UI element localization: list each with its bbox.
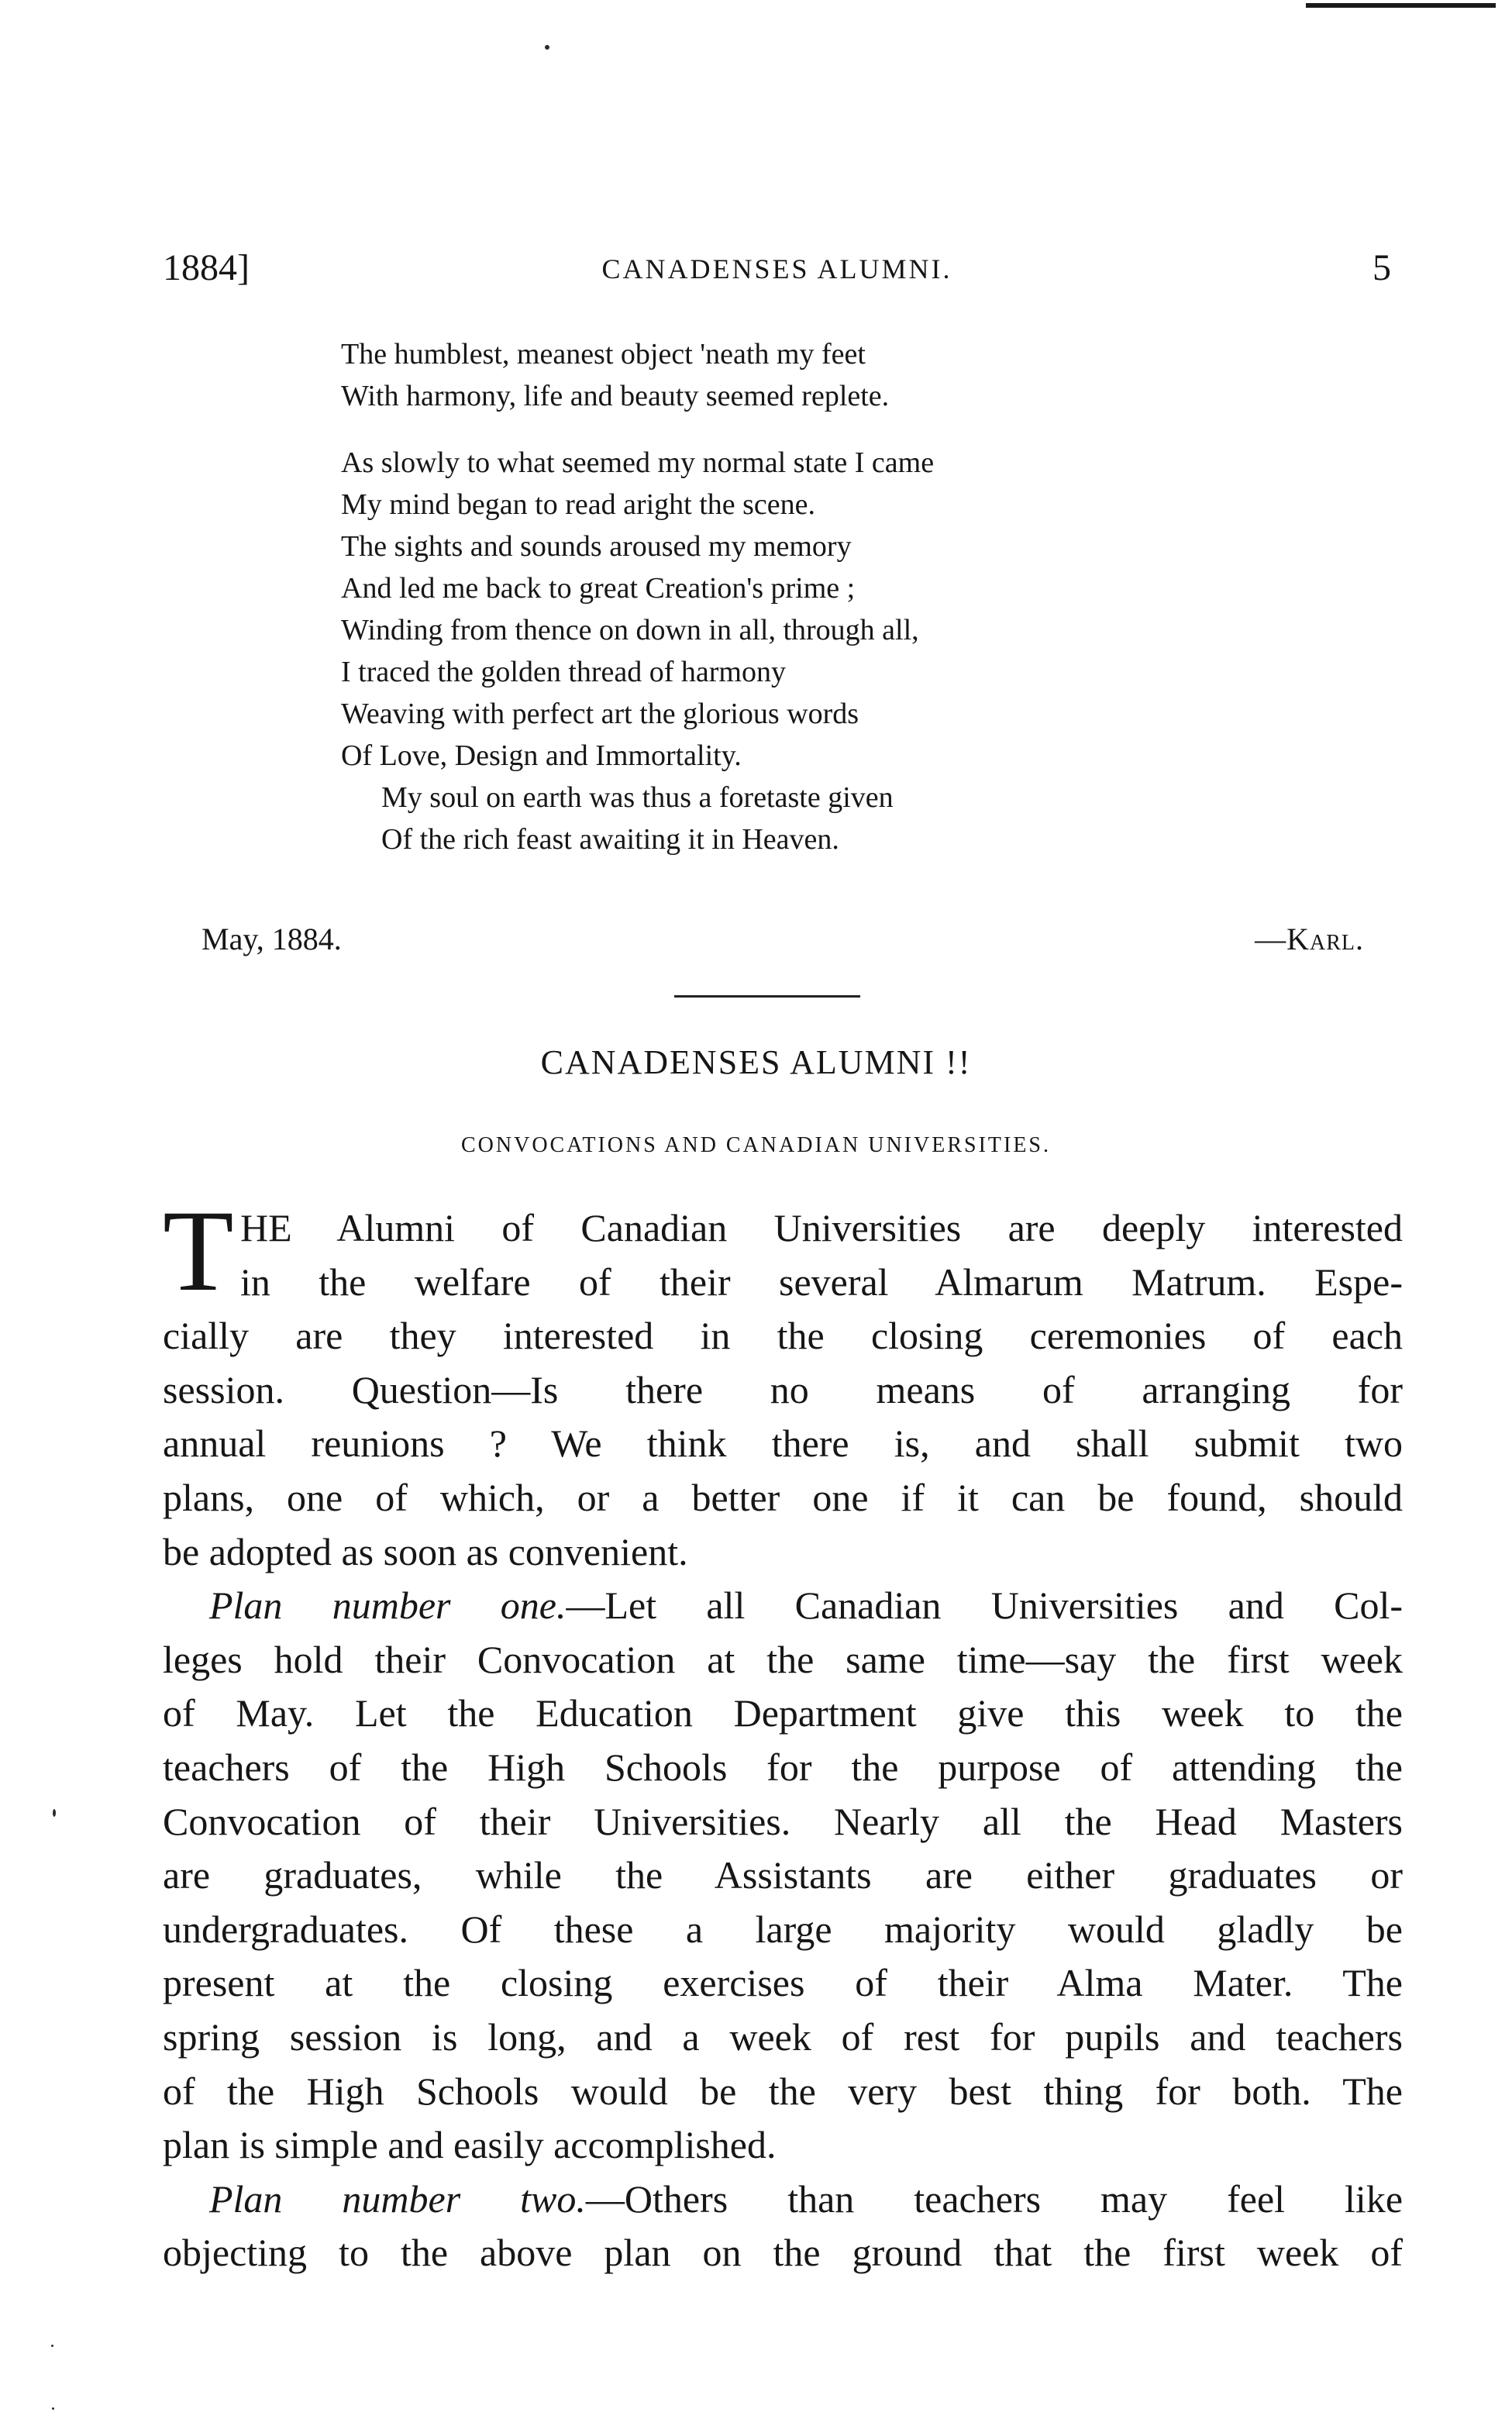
body-line: in the welfare of their several Almarum Matrum. Espe- xyxy=(240,1260,1403,1304)
body-line-text: —Let all Canadian Universities and Col- xyxy=(566,1584,1403,1628)
body-line: cially are they interested in the closing ceremonies of each xyxy=(163,1314,1403,1358)
signoff-author: —Karl. xyxy=(1255,922,1364,956)
ink-speck xyxy=(52,2407,54,2410)
header-title: CANADENSES ALUMNI. xyxy=(601,253,952,284)
plan-one-label: Plan number one. xyxy=(209,1584,567,1628)
header-year: 1884] xyxy=(163,247,250,288)
body-line: spring session is long, and a week of rest for pupils and teachers xyxy=(163,2014,1403,2059)
drop-cap: T xyxy=(163,1187,234,1315)
body-line: of the High Schools would be the very best thing for both. The xyxy=(163,2069,1403,2113)
body-line xyxy=(163,2173,1403,2227)
poem-line: Winding from thence on down in all, through all, xyxy=(341,614,919,646)
plan-two-label: Plan number two. xyxy=(209,2176,586,2221)
poem-line: As slowly to what seemed my normal state I came xyxy=(341,446,935,479)
body-line: present at the closing exercises of their Alma Mater. The xyxy=(163,1961,1403,2005)
body-line: teachers of the High Schools for the purpose of attending the xyxy=(163,1745,1403,1789)
ink-speck xyxy=(51,2345,53,2347)
body-line-text: —Others than teachers may feel like xyxy=(585,2176,1404,2221)
ink-speck xyxy=(53,1809,56,1817)
section-divider xyxy=(674,995,860,998)
running-header xyxy=(163,246,1391,293)
poem-stanza-2 xyxy=(341,442,1271,860)
poem-line: And led me back to great Creation's prime ; xyxy=(341,572,856,605)
article-subtitle: CONVOCATIONS AND CANADIAN UNIVERSITIES. xyxy=(461,1133,1051,1157)
body-line: annual reunions ? We think there is, and shall submit two xyxy=(163,1422,1403,1466)
poem-line: The sights and sounds aroused my memory xyxy=(341,530,852,563)
poem-stanza-1 xyxy=(341,333,1271,417)
poem-line: My soul on earth was thus a foretaste given xyxy=(381,781,894,814)
poem-line: My mind began to read aright the scene. xyxy=(341,488,816,521)
body-line: leges hold their Convocation at the same time—say the first week xyxy=(163,1637,1403,1681)
poem-signoff xyxy=(201,921,1364,967)
poem-line: Of Love, Design and Immortality. xyxy=(341,739,742,772)
article-body xyxy=(163,1187,1404,2280)
body-line: plan is simple and easily accomplished. xyxy=(163,2123,777,2167)
poem-line: I traced the golden thread of harmony xyxy=(341,656,786,688)
article-title: CANADENSES ALUMNI !! xyxy=(540,1043,972,1081)
poem-line: The humblest, meanest object 'neath my feet xyxy=(341,338,866,370)
body-line: session. Question—Is there no means of arranging for xyxy=(163,1367,1403,1411)
body-line xyxy=(163,1579,1403,1633)
body-line: HE Alumni of Canadian Universities are deeply interested xyxy=(240,1206,1403,1249)
body-line: are graduates, while the Assistants are either graduates or xyxy=(163,1853,1403,1897)
body-line: undergraduates. Of these a large majority would gladly be xyxy=(163,1907,1403,1951)
poem xyxy=(341,333,1271,885)
body-line: plans, one of which, or a better one if it can be found, should xyxy=(163,1475,1403,1519)
paragraph-2 xyxy=(163,1579,1403,2173)
poem-line: With harmony, life and beauty seemed replete. xyxy=(341,380,890,412)
ink-speck xyxy=(545,45,549,50)
poem-line: Weaving with perfect art the glorious words xyxy=(341,698,859,730)
body-line: be adopted as soon as convenient. xyxy=(163,1529,688,1573)
paragraph-3 xyxy=(163,2173,1403,2280)
body-line: Convocation of their Universities. Nearly all the Head Masters xyxy=(163,1799,1403,1843)
body-line: objecting to the above plan on the ground that the first week of xyxy=(163,2231,1403,2275)
top-edge-rule xyxy=(1306,3,1496,8)
page-number: 5 xyxy=(1373,247,1391,288)
paragraph-1 xyxy=(163,1187,1403,1579)
poem-line: Of the rich feast awaiting it in Heaven. xyxy=(381,823,839,856)
body-line: of May. Let the Education Department give this week to the xyxy=(163,1691,1403,1735)
signoff-date: May, 1884. xyxy=(201,922,342,956)
